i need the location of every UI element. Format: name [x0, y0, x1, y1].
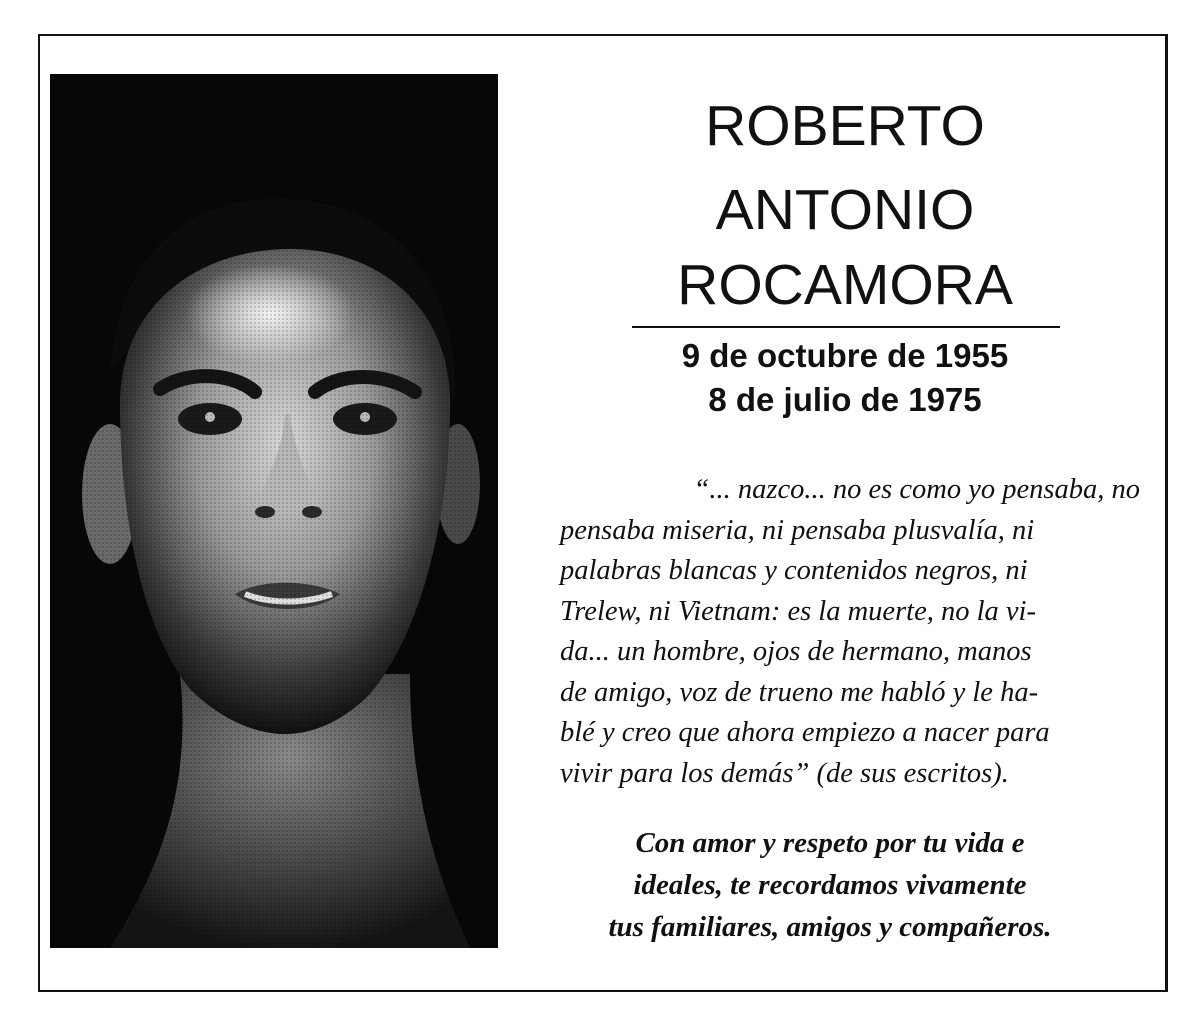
name-line-1: ROBERTO — [705, 94, 985, 158]
quote-line: “... nazco... no es como yo pensaba, no — [693, 474, 1140, 505]
birth-date: 9 de octubre de 1955 — [681, 337, 1009, 374]
quote-line: pensaba miseria, ni pensaba plusvalía, ni — [560, 514, 1035, 546]
death-date: 8 de julio de 1975 — [708, 381, 982, 418]
name-line-3: ROCAMORA — [677, 253, 1013, 317]
name-underline — [632, 326, 1060, 328]
quote-line: de amigo, voz de trueno me habló y le ha- — [560, 676, 1039, 708]
quote-line: palabras blancas y contenidos negros, ni — [560, 555, 1028, 586]
dedication-line: ideales, te recordamos vivamente — [633, 869, 1027, 901]
name-line-2: ANTONIO — [715, 178, 975, 242]
dedication-line: tus familiares, amigos y compañeros. — [608, 911, 1052, 943]
quote-line: vivir para los demás” (de sus escritos). — [560, 757, 1009, 789]
quote-line: Trelew, ni Vietnam: es la muerte, no la vi- — [560, 595, 1036, 627]
quote-text — [560, 470, 1140, 794]
dedication-text — [520, 822, 1140, 948]
quote-line: blé y creo que ahora empiezo a nacer para — [560, 717, 1050, 748]
portrait-photo — [50, 74, 498, 948]
dedication-line: Con amor y respeto por tu vida e — [635, 827, 1025, 859]
quote-line: da... un hombre, ojos de hermano, manos — [560, 636, 1032, 667]
